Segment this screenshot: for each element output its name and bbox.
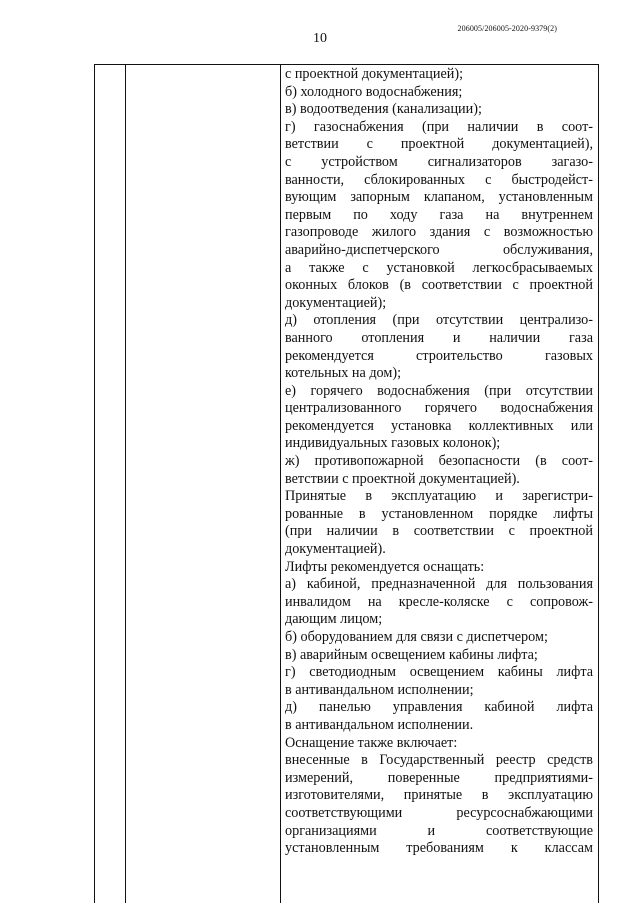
text-line: Лифты рекомендуется оснащать: xyxy=(285,558,485,575)
text-line: б) оборудованием для связи с диспетчером; xyxy=(285,629,548,645)
text-line: с устройством сигнализаторов загазо- xyxy=(285,153,593,170)
text-line: инвалидом на кресле-коляске с сопровож- xyxy=(285,593,593,610)
text-line: оконных блоков (в соответствии с проектной xyxy=(285,277,593,294)
text-line: изготовителями, принятые в эксплуатацию xyxy=(285,787,593,804)
text-line: котельных на дом); xyxy=(285,365,402,382)
text-line: документацией). xyxy=(285,541,386,558)
text-line: установленным требованиям к классам xyxy=(285,840,593,857)
text-line: б) холодного водоснабжения; xyxy=(285,83,463,100)
text-line: ванного отопления и наличии газа xyxy=(285,329,593,346)
text-line: Принятые в эксплуатацию и зарегистри- xyxy=(285,488,593,505)
text-line: ванности, сблокированных с быстродейст- xyxy=(285,171,593,188)
text-line: газопроводе жилого здания с возможностью xyxy=(285,224,593,241)
text-line: г) газоснабжения (при наличии в соот- xyxy=(285,118,593,135)
page-number: 10 xyxy=(313,31,327,46)
text-line: рованные в установленном порядке лифты xyxy=(285,505,593,522)
text-line: ж) противопожарной безопасности (в соот- xyxy=(285,453,593,470)
text-line: рекомендуется установка коллективных или xyxy=(285,417,593,434)
text-line: а) кабиной, предназначенной для пользования xyxy=(285,576,593,593)
text-line: ветствии с проектной документацией). xyxy=(285,470,520,487)
text-line: Оснащение также включает: xyxy=(285,734,458,751)
text-line: индивидуальных газовых колонок); xyxy=(285,435,501,452)
text-line: д) панелью управления кабиной лифта xyxy=(285,699,593,716)
text-line: вующим запорным клапаном, установленным xyxy=(285,189,593,206)
text-line: д) отопления (при отсутствии централизо- xyxy=(285,312,593,329)
text-line: е) горячего водоснабжения (при отсутствии xyxy=(285,382,593,399)
document-table xyxy=(94,64,599,903)
text-line: (при наличии в соответствии с проектной xyxy=(285,523,593,540)
text-line: централизованного горячего водоснабжения xyxy=(285,400,593,417)
text-line: в) водоотведения (канализации); xyxy=(285,101,482,118)
text-line: внесенные в Государственный реестр средств xyxy=(285,752,593,769)
text-line: ветствии с проектной документацией), xyxy=(285,136,593,153)
text-line: а также с установкой легкосбрасываемых xyxy=(285,259,593,276)
text-line: с проектной документацией); xyxy=(285,66,464,82)
text-line: измерений, поверенные предприятиями- xyxy=(285,769,593,786)
text-line: в антивандальном исполнении. xyxy=(285,716,474,733)
text-line: аварийно-диспетчерского обслуживания, xyxy=(285,241,593,258)
text-line: организациями и соответствующие xyxy=(285,822,593,839)
text-line: в) аварийным освещением кабины лифта; xyxy=(285,646,538,663)
text-line: дающим лицом; xyxy=(285,611,383,628)
text-line: г) светодиодным освещением кабины лифта xyxy=(285,664,593,681)
document-id: 206005/206005-2020-9379(2) xyxy=(457,24,557,33)
column-divider-2 xyxy=(280,65,281,903)
text-line: соответствующими ресурсоснабжающими xyxy=(285,804,593,821)
column-divider-1 xyxy=(125,65,126,903)
table-cell-text xyxy=(285,66,593,858)
text-line: в антивандальном исполнении; xyxy=(285,681,474,698)
text-line: первым по ходу газа на внутреннем xyxy=(285,206,593,223)
text-line: рекомендуется строительство газовых xyxy=(285,347,593,364)
text-line: документацией); xyxy=(285,294,387,311)
